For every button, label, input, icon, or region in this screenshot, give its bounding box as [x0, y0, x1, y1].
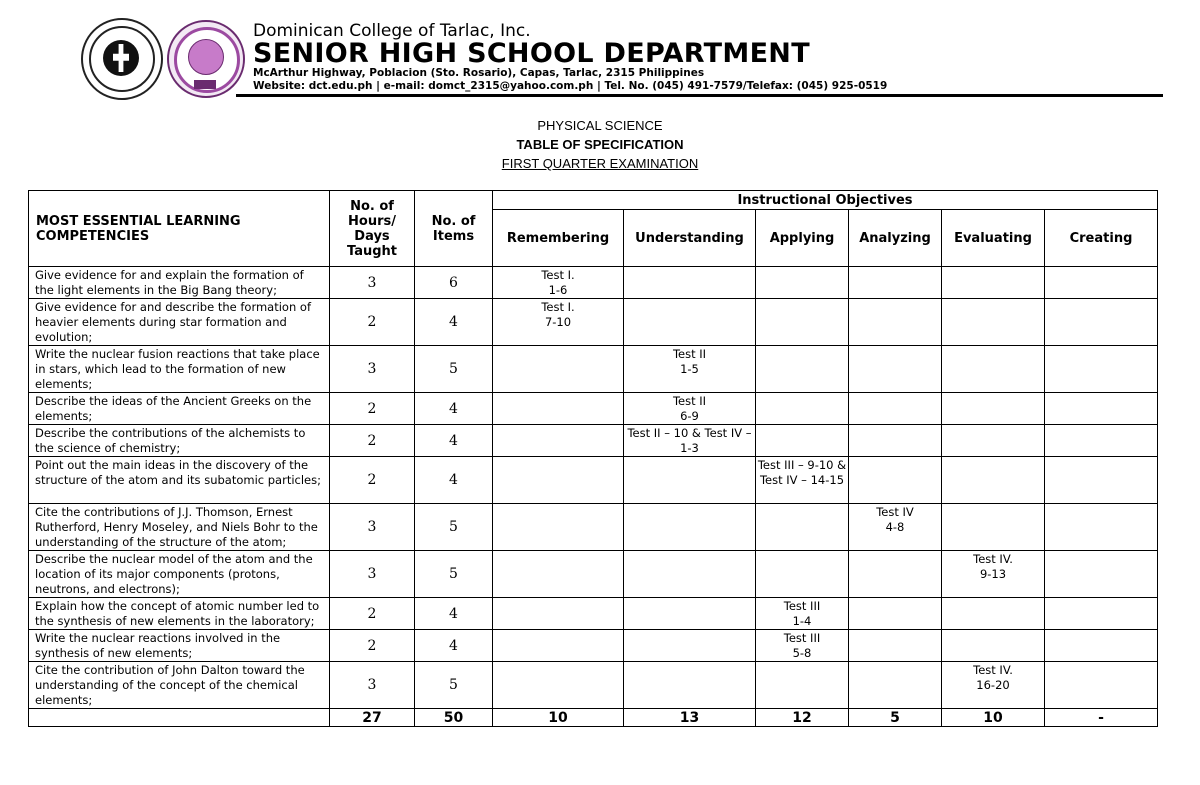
analyzing-cell [849, 393, 942, 425]
subject-title: PHYSICAL SCIENCE [537, 118, 663, 133]
competency-cell: Give evidence for and explain the formation of the light elements in the Big Bang theory; [29, 267, 330, 299]
applying-cell [756, 299, 849, 346]
table-row [29, 457, 1158, 504]
creating-cell [1045, 393, 1158, 425]
analyzing-cell [849, 425, 942, 457]
analyzing-cell [849, 346, 942, 393]
evaluating-cell [942, 598, 1045, 630]
competencies-header: MOST ESSENTIAL LEARNING COMPETENCIES [29, 191, 330, 267]
items-cell: 4 [415, 393, 493, 425]
understanding-cell [624, 598, 756, 630]
applying-cell: Test III 5-8 [756, 630, 849, 662]
competency-cell: Describe the nuclear model of the atom and the location of its major components (protons, neutrons, and electrons); [29, 551, 330, 598]
analyzing-cell [849, 630, 942, 662]
evaluating-cell [942, 393, 1045, 425]
items-cell: 5 [415, 504, 493, 551]
applying-cell [756, 551, 849, 598]
understanding-cell [624, 457, 756, 504]
totals-label-cell [29, 709, 330, 727]
understanding-cell [624, 551, 756, 598]
applying-cell [756, 346, 849, 393]
totals-row [29, 709, 1158, 727]
remembering-cell [493, 662, 624, 709]
college-name: Dominican College of Tarlac, Inc. [253, 21, 531, 41]
table-row [29, 393, 1158, 425]
analyzing-cell: Test IV 4-8 [849, 504, 942, 551]
items-cell: 4 [415, 630, 493, 662]
creating-cell [1045, 267, 1158, 299]
analyzing-cell [849, 267, 942, 299]
understanding-cell [624, 504, 756, 551]
applying-cell [756, 393, 849, 425]
evaluating-cell [942, 425, 1045, 457]
total-applying: 12 [756, 709, 849, 727]
table-row [29, 598, 1158, 630]
hours-cell: 2 [330, 630, 415, 662]
level-header-applying: Applying [756, 210, 849, 267]
items-cell: 5 [415, 662, 493, 709]
remembering-cell [493, 504, 624, 551]
table-row [29, 630, 1158, 662]
competency-cell: Cite the contribution of John Dalton toward the understanding of the concept of the chemical elements; [29, 662, 330, 709]
evaluating-cell [942, 457, 1045, 504]
college-seal-logo [81, 18, 163, 100]
understanding-cell [624, 299, 756, 346]
level-header-creating: Creating [1045, 210, 1158, 267]
total-analyzing: 5 [849, 709, 942, 727]
items-cell: 4 [415, 457, 493, 504]
exam-title: FIRST QUARTER EXAMINATION [501, 156, 699, 171]
hours-cell: 2 [330, 457, 415, 504]
college-address: McArthur Highway, Poblacion (Sto. Rosario), Capas, Tarlac, 2315 Philippines [253, 67, 705, 79]
creating-cell [1045, 662, 1158, 709]
college-contact: Website: dct.edu.ph | e-mail: domct_2315@yahoo.com.ph | Tel. No. (045) 491-7579/Telefax: (045) 925-0519 [253, 80, 888, 92]
letterhead-rule [236, 94, 1163, 97]
items-cell: 4 [415, 299, 493, 346]
applying-cell [756, 662, 849, 709]
total-hours: 27 [330, 709, 415, 727]
items-cell: 6 [415, 267, 493, 299]
hours-cell: 3 [330, 267, 415, 299]
remembering-cell [493, 457, 624, 504]
table-row [29, 299, 1158, 346]
evaluating-cell [942, 346, 1045, 393]
table-row [29, 662, 1158, 709]
evaluating-cell [942, 630, 1045, 662]
department-name: SENIOR HIGH SCHOOL DEPARTMENT [253, 38, 810, 69]
understanding-cell: Test II – 10 & Test IV – 1-3 [624, 425, 756, 457]
items-cell: 5 [415, 346, 493, 393]
analyzing-cell [849, 551, 942, 598]
hours-header: No. of Hours/ Days Taught [330, 191, 415, 267]
hours-cell: 2 [330, 598, 415, 630]
creating-cell [1045, 551, 1158, 598]
evaluating-cell: Test IV. 9-13 [942, 551, 1045, 598]
creating-cell [1045, 630, 1158, 662]
competency-cell: Describe the contributions of the alchemists to the science of chemistry; [29, 425, 330, 457]
table-row [29, 346, 1158, 393]
evaluating-cell [942, 299, 1045, 346]
understanding-cell [624, 267, 756, 299]
items-header: No. of Items [415, 191, 493, 267]
creating-cell [1045, 504, 1158, 551]
applying-cell [756, 267, 849, 299]
competency-cell: Cite the contributions of J.J. Thomson, Ernest Rutherford, Henry Moseley, and Niels Bohr to the understanding of the structure of the atom; [29, 504, 330, 551]
applying-cell [756, 425, 849, 457]
remembering-cell [493, 551, 624, 598]
hours-cell: 3 [330, 346, 415, 393]
hours-cell: 3 [330, 662, 415, 709]
total-understanding: 13 [624, 709, 756, 727]
level-header-evaluating: Evaluating [942, 210, 1045, 267]
hours-cell: 3 [330, 504, 415, 551]
remembering-cell: Test I. 1-6 [493, 267, 624, 299]
competency-cell: Write the nuclear reactions involved in the synthesis of new elements; [29, 630, 330, 662]
specification-table [28, 190, 1158, 727]
understanding-cell [624, 630, 756, 662]
remembering-cell [493, 630, 624, 662]
analyzing-cell [849, 457, 942, 504]
understanding-cell [624, 662, 756, 709]
creating-cell [1045, 457, 1158, 504]
items-cell: 5 [415, 551, 493, 598]
remembering-cell [493, 425, 624, 457]
table-row [29, 551, 1158, 598]
total-remembering: 10 [493, 709, 624, 727]
applying-cell: Test III 1-4 [756, 598, 849, 630]
hours-cell: 2 [330, 425, 415, 457]
analyzing-cell [849, 598, 942, 630]
remembering-cell [493, 346, 624, 393]
competency-cell: Write the nuclear fusion reactions that take place in stars, which lead to the formation of new elements; [29, 346, 330, 393]
total-creating: - [1045, 709, 1158, 727]
evaluating-cell: Test IV. 16-20 [942, 662, 1045, 709]
understanding-cell: Test II 6-9 [624, 393, 756, 425]
evaluating-cell [942, 504, 1045, 551]
analyzing-cell [849, 299, 942, 346]
competency-cell: Give evidence for and describe the formation of heavier elements during star formation and evolution; [29, 299, 330, 346]
analyzing-cell [849, 662, 942, 709]
competency-cell: Point out the main ideas in the discovery of the structure of the atom and its subatomic particles; [29, 457, 330, 504]
understanding-cell: Test II 1-5 [624, 346, 756, 393]
competency-cell: Describe the ideas of the Ancient Greeks on the elements; [29, 393, 330, 425]
level-header-analyzing: Analyzing [849, 210, 942, 267]
hours-cell: 2 [330, 299, 415, 346]
hours-cell: 2 [330, 393, 415, 425]
creating-cell [1045, 299, 1158, 346]
senior-high-seal-logo [167, 20, 245, 98]
remembering-cell [493, 598, 624, 630]
table-row [29, 267, 1158, 299]
competency-cell: Explain how the concept of atomic number led to the synthesis of new elements in the laboratory; [29, 598, 330, 630]
total-evaluating: 10 [942, 709, 1045, 727]
hours-cell: 3 [330, 551, 415, 598]
items-cell: 4 [415, 425, 493, 457]
items-cell: 4 [415, 598, 493, 630]
table-row [29, 504, 1158, 551]
creating-cell [1045, 598, 1158, 630]
document-title: TABLE OF SPECIFICATION [516, 137, 684, 152]
applying-cell [756, 504, 849, 551]
level-header-remembering: Remembering [493, 210, 624, 267]
creating-cell [1045, 346, 1158, 393]
objectives-header: Instructional Objectives [493, 191, 1158, 210]
total-items: 50 [415, 709, 493, 727]
applying-cell: Test III – 9-10 & Test IV – 14-15 [756, 457, 849, 504]
remembering-cell [493, 393, 624, 425]
remembering-cell: Test I. 7-10 [493, 299, 624, 346]
evaluating-cell [942, 267, 1045, 299]
table-row [29, 425, 1158, 457]
creating-cell [1045, 425, 1158, 457]
level-header-understanding: Understanding [624, 210, 756, 267]
